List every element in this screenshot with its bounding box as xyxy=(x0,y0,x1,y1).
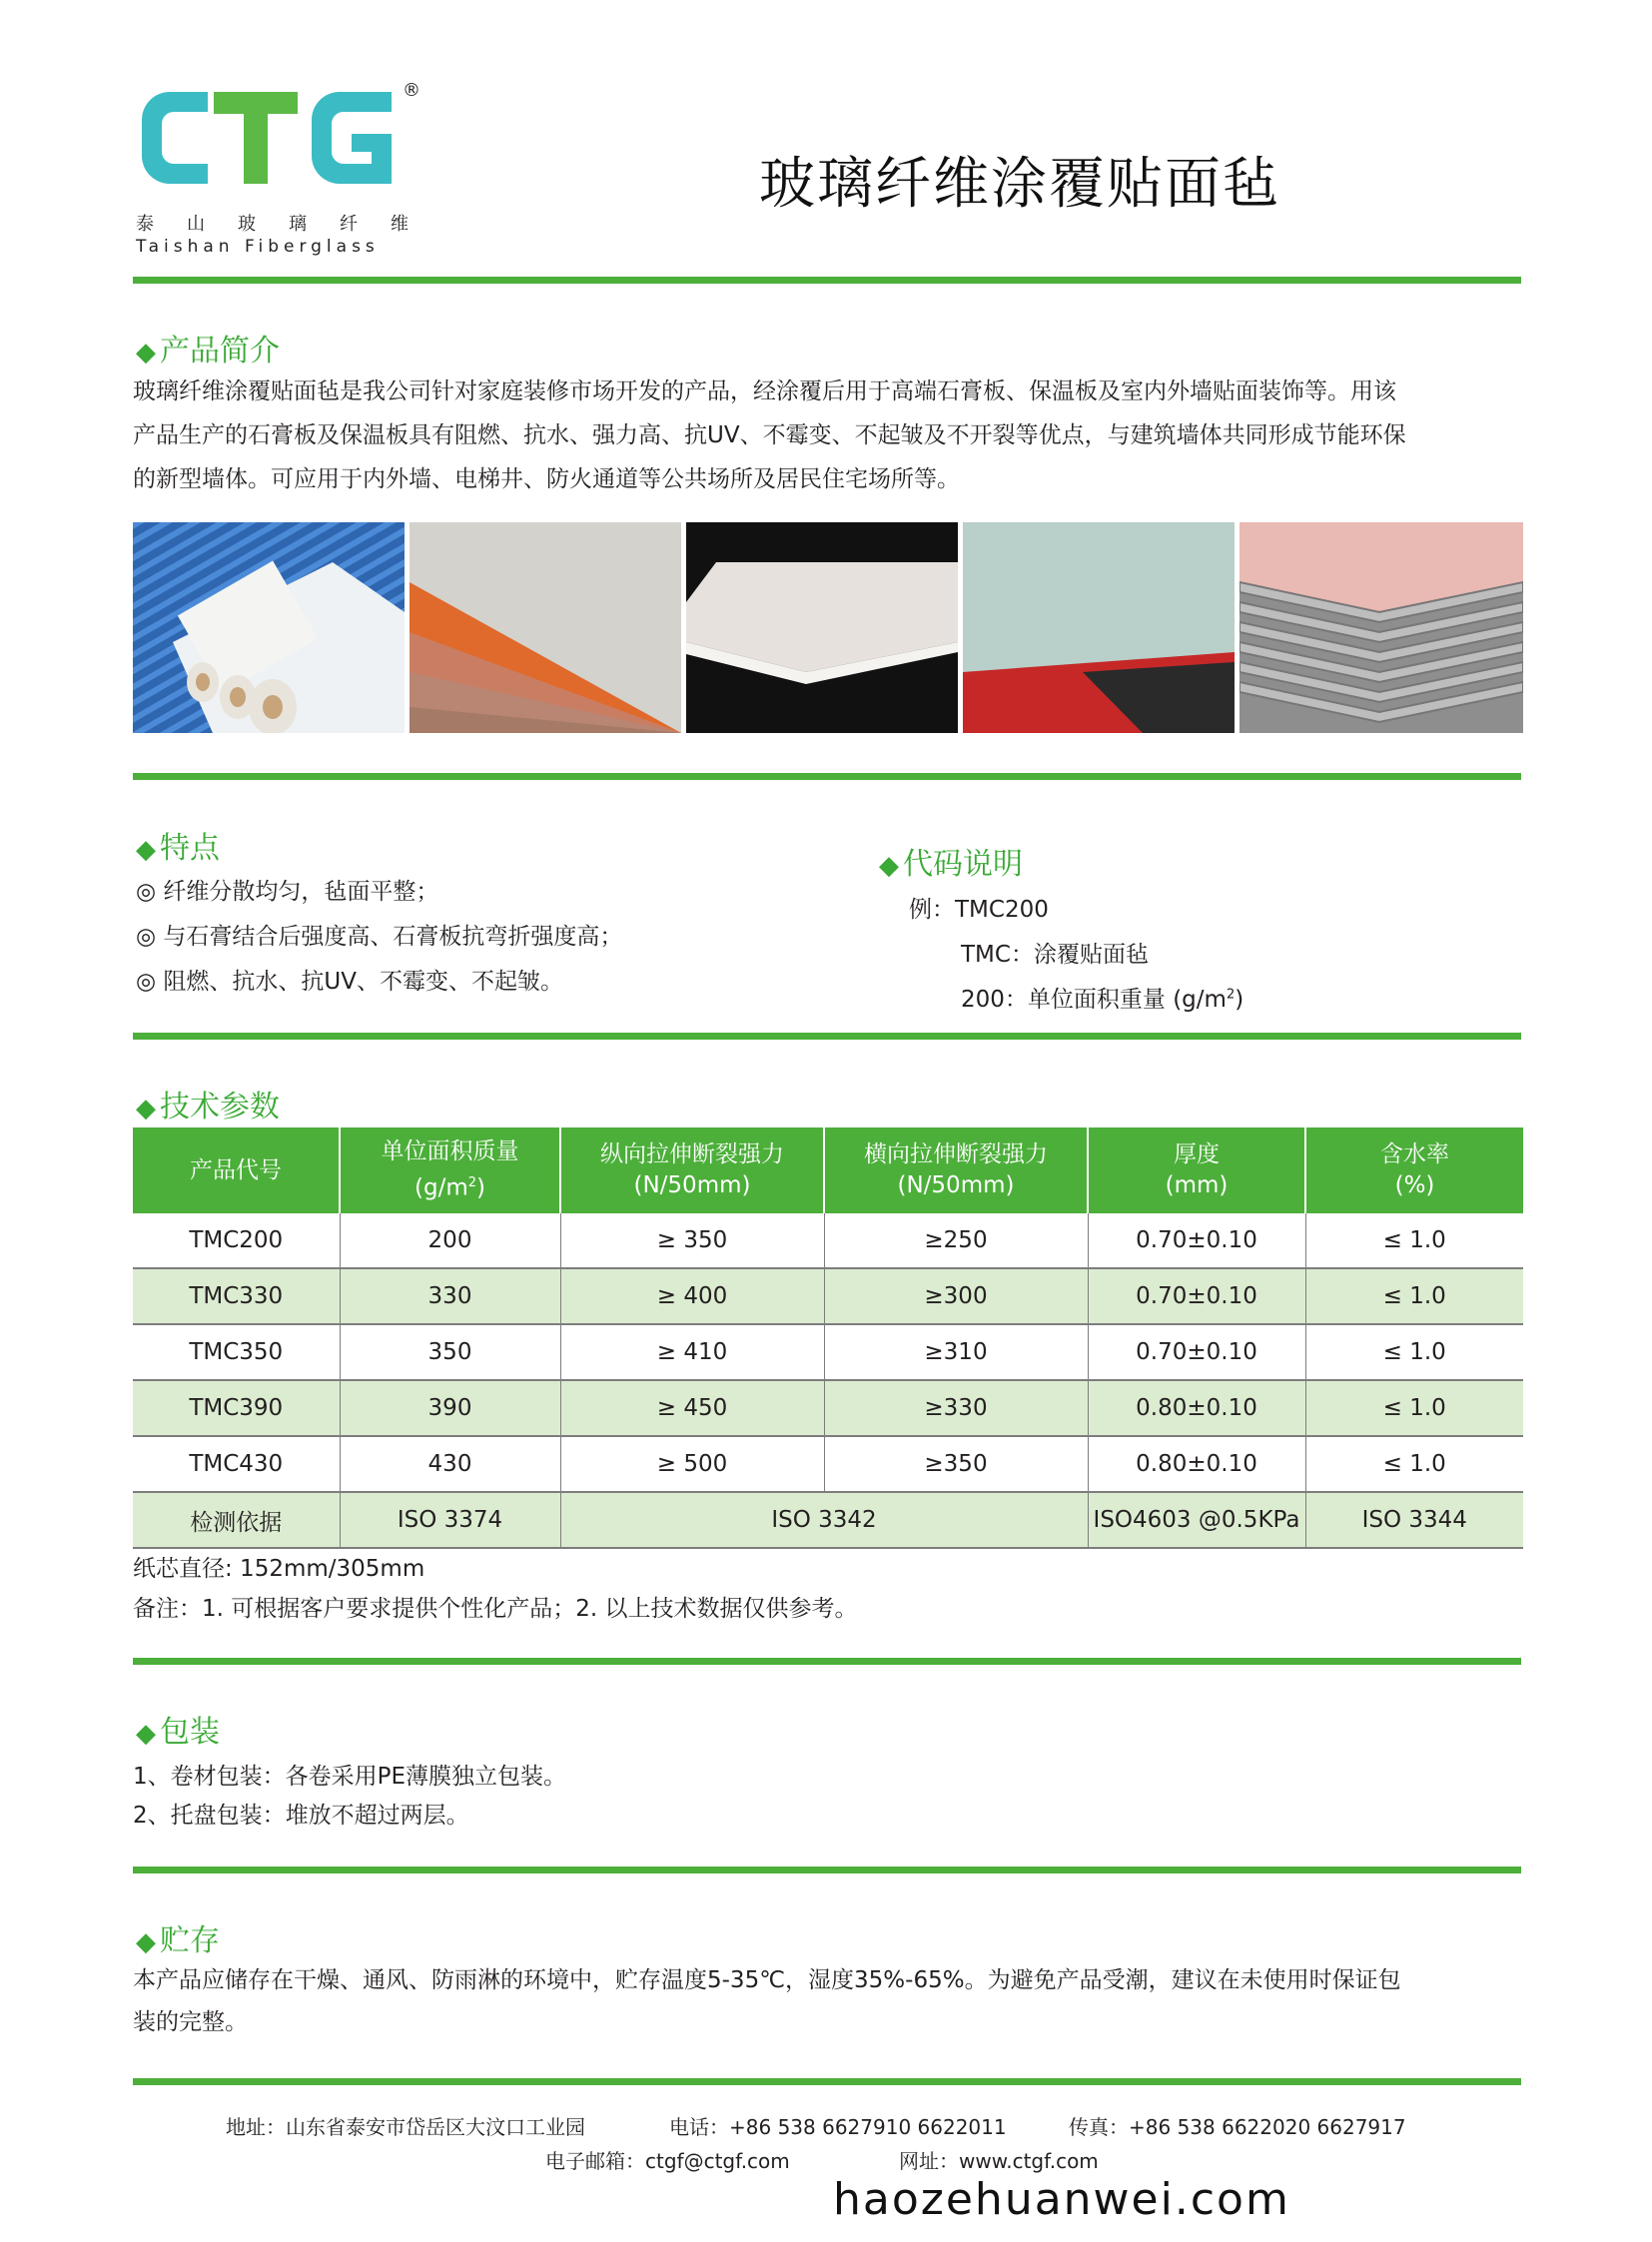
cell-md-tensile: ≥ 350 xyxy=(560,1213,824,1268)
logo-chinese-name: 泰山玻璃纤维 xyxy=(136,214,441,235)
cell-code: TMC200 xyxy=(133,1213,340,1268)
column-header-cd-tensile: 横向拉伸断裂强力 (N/50mm) xyxy=(824,1127,1088,1213)
intro-line: 玻璃纤维涂覆贴面毡是我公司针对家庭装修市场开发的产品，经涂覆后用于高端石膏板、保温板及室内外墙贴面装饰等。用该 xyxy=(133,378,1396,404)
cell-md-tensile: ≥ 450 xyxy=(560,1380,824,1436)
table-row xyxy=(133,1380,1523,1436)
diamond-icon: ◆ xyxy=(879,851,899,881)
divider xyxy=(133,277,1521,284)
product-photo-board xyxy=(686,522,958,733)
cell-cd-tensile: ≥330 xyxy=(824,1380,1088,1436)
cell-thickness: 0.70±0.10 xyxy=(1088,1268,1305,1324)
cell-cd-tensile: ≥350 xyxy=(824,1436,1088,1492)
product-photo-rolls xyxy=(133,522,405,733)
diamond-icon: ◆ xyxy=(136,1094,156,1123)
cell-basis-label: 检测依据 xyxy=(133,1492,340,1548)
cell-code: TMC430 xyxy=(133,1436,340,1492)
intro-line: 产品生产的石膏板及保温板具有阻燃、抗水、强力高、抗UV、不霉变、不起皱及不开裂等优点，与建筑墙体共同形成节能环保 xyxy=(133,422,1406,448)
logo-english-name: Taishan Fiberglass xyxy=(136,237,380,257)
cell-md-tensile: ≥ 410 xyxy=(560,1324,824,1380)
watermark-site: haozehuanwei.com xyxy=(833,2174,1290,2225)
diamond-icon: ◆ xyxy=(136,1927,156,1957)
document-title: 玻璃纤维涂覆贴面毡 xyxy=(759,152,1280,217)
product-photo-board-stack xyxy=(1239,522,1523,733)
column-header-md-tensile: 纵向拉伸断裂强力 (N/50mm) xyxy=(560,1127,824,1213)
section-heading-code: ◆ 代码说明 xyxy=(879,847,1023,882)
cell-thickness: 0.70±0.10 xyxy=(1088,1324,1305,1380)
spec-note: 备注：1. 可根据客户要求提供个性化产品；2. 以上技术数据仅供参考。 xyxy=(133,1596,858,1622)
cell-cd-tensile: ≥300 xyxy=(824,1268,1088,1324)
divider xyxy=(133,2078,1521,2085)
table-row-test-basis xyxy=(133,1492,1523,1548)
footer-email[interactable]: 电子邮箱：ctgf@ctgf.com xyxy=(545,2149,790,2173)
feature-item: ◎ 阻燃、抗水、抗UV、不霉变、不起皱。 xyxy=(136,969,563,995)
cell-code: TMC330 xyxy=(133,1268,340,1324)
registered-mark: ® xyxy=(403,80,420,101)
storage-line: 本产品应储存在干燥、通风、防雨淋的环境中，贮存温度5-35℃，湿度35%-65%。为避免产品受潮，建议在未使用时保证包 xyxy=(133,1967,1401,1993)
core-diameter: 纸芯直径: 152mm/305mm xyxy=(133,1556,425,1582)
table-row xyxy=(133,1268,1523,1324)
cell-weight: 390 xyxy=(340,1380,560,1436)
cell-thickness: 0.80±0.10 xyxy=(1088,1380,1305,1436)
cell-moisture: ≤ 1.0 xyxy=(1305,1213,1523,1268)
column-header-weight: 单位面积质量 $(g/m^2)$ xyxy=(340,1127,560,1213)
packaging-item: 2、托盘包装：堆放不超过两层。 xyxy=(133,1803,469,1829)
table-header-row xyxy=(133,1127,1523,1213)
bullet-icon: ◎ xyxy=(136,879,157,905)
cell-md-tensile: ≥ 400 xyxy=(560,1268,824,1324)
footer-fax: 传真：+86 538 6622020 6627917 xyxy=(1069,2115,1406,2139)
section-heading-intro: ◆ 产品简介 xyxy=(136,334,280,369)
diamond-icon: ◆ xyxy=(136,1719,156,1749)
divider xyxy=(133,1867,1521,1873)
product-photo-textured-board xyxy=(963,522,1235,733)
cell-basis-thickness: ISO4603 @0.5KPa xyxy=(1088,1492,1305,1548)
cell-moisture: ≤ 1.0 xyxy=(1305,1324,1523,1380)
section-heading-specs: ◆ 技术参数 xyxy=(136,1090,280,1124)
bullet-icon: ◎ xyxy=(136,969,157,995)
section-heading-packaging: ◆ 包装 xyxy=(136,1715,220,1750)
column-header-moisture: 含水率 (%) xyxy=(1305,1127,1523,1213)
cell-cd-tensile: ≥250 xyxy=(824,1213,1088,1268)
column-header-code: 产品代号 xyxy=(133,1127,340,1213)
table-row xyxy=(133,1324,1523,1380)
feature-item: ◎ 与石膏结合后强度高、石膏板抗弯折强度高； xyxy=(136,924,623,950)
cell-code: TMC390 xyxy=(133,1380,340,1436)
bullet-icon: ◎ xyxy=(136,924,157,950)
diamond-icon: ◆ xyxy=(136,835,156,865)
code-tmc-meaning: TMC：涂覆贴面毡 xyxy=(961,942,1149,968)
packaging-item: 1、卷材包装：各卷采用PE薄膜独立包装。 xyxy=(133,1764,567,1790)
table-row xyxy=(133,1213,1523,1268)
feature-item: ◎ 纤维分散均匀，毡面平整； xyxy=(136,879,439,905)
intro-paragraph xyxy=(133,370,1523,501)
cell-thickness: 0.70±0.10 xyxy=(1088,1213,1305,1268)
ctg-logo xyxy=(130,78,400,198)
storage-paragraph xyxy=(133,1959,1523,2043)
table-row xyxy=(133,1436,1523,1492)
section-heading-features: ◆ 特点 xyxy=(136,831,220,866)
cell-moisture: ≤ 1.0 xyxy=(1305,1436,1523,1492)
cell-basis-moisture: ISO 3344 xyxy=(1305,1492,1523,1548)
divider xyxy=(133,1658,1521,1665)
cell-basis-weight: ISO 3374 xyxy=(340,1492,560,1548)
diamond-icon: ◆ xyxy=(136,338,156,368)
cell-basis-tensile: ISO 3342 xyxy=(560,1492,1088,1548)
cell-moisture: ≤ 1.0 xyxy=(1305,1380,1523,1436)
spec-table xyxy=(133,1127,1523,1549)
intro-line: 的新型墙体。可应用于内外墙、电梯井、防火通道等公共场所及居民住宅场所等。 xyxy=(133,466,960,492)
footer-website[interactable]: 网址：www.ctgf.com xyxy=(899,2149,1099,2173)
footer-phone: 电话：+86 538 6627910 6622011 xyxy=(669,2115,1007,2139)
code-example: 例：TMC200 xyxy=(909,897,1049,923)
cell-cd-tensile: ≥310 xyxy=(824,1324,1088,1380)
cell-weight: 330 xyxy=(340,1268,560,1324)
column-header-thickness: 厚度 (mm) xyxy=(1088,1127,1305,1213)
product-photo-orange-panels xyxy=(410,522,681,733)
section-heading-storage: ◆ 贮存 xyxy=(136,1923,220,1958)
cell-weight: 350 xyxy=(340,1324,560,1380)
cell-weight: 430 xyxy=(340,1436,560,1492)
footer-address: 地址：山东省泰安市岱岳区大汶口工业园 xyxy=(226,2115,585,2139)
divider xyxy=(133,773,1521,780)
code-weight-meaning: 200：单位面积重量 $(g/m^2)$ xyxy=(961,987,1244,1013)
cell-md-tensile: ≥ 500 xyxy=(560,1436,824,1492)
storage-line: 装的完整。 xyxy=(133,2009,248,2035)
cell-weight: 200 xyxy=(340,1213,560,1268)
cell-code: TMC350 xyxy=(133,1324,340,1380)
cell-moisture: ≤ 1.0 xyxy=(1305,1268,1523,1324)
cell-thickness: 0.80±0.10 xyxy=(1088,1436,1305,1492)
divider xyxy=(133,1033,1521,1040)
